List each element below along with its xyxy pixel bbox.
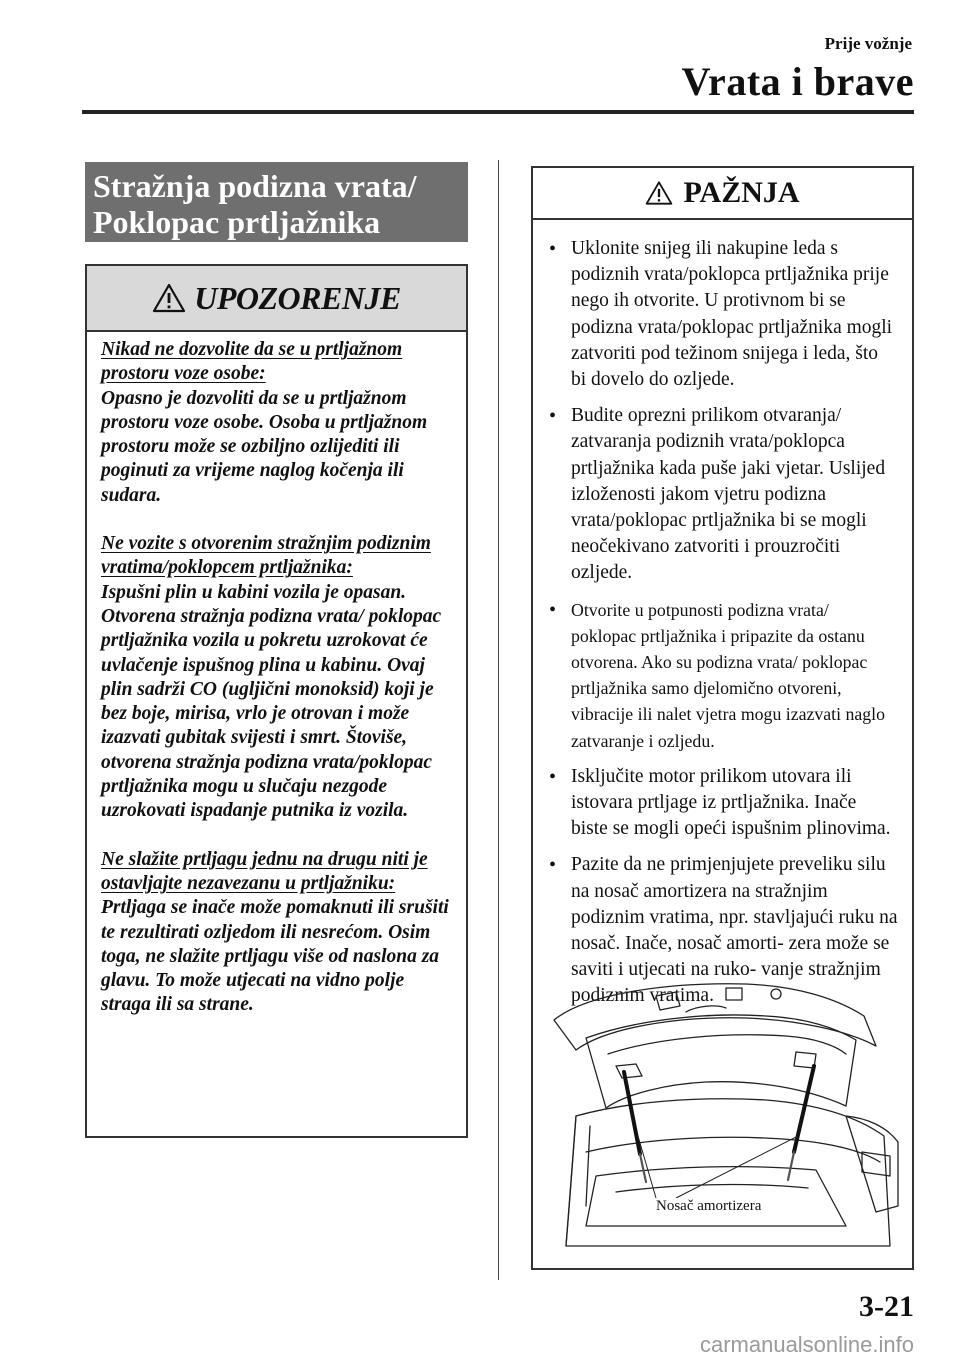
bullet-icon: • <box>549 598 557 621</box>
caution-body <box>533 220 912 1010</box>
column-divider <box>498 160 499 1280</box>
bullet-icon: • <box>549 405 557 428</box>
warning-triangle-icon <box>152 283 186 313</box>
caution-bullet <box>549 597 898 754</box>
caution-bullet <box>549 764 898 843</box>
section-title-line-1: Stražnja podizna vrata/ <box>93 168 417 204</box>
bullet-icon: • <box>549 854 557 877</box>
caution-bullet <box>549 403 898 586</box>
section-title-banner <box>85 162 468 242</box>
caution-header <box>533 168 912 220</box>
warning-title: UPOZORENJE <box>194 279 401 316</box>
warning-item-text: Prtljaga se inače može pomaknuti ili srušiti te rezultirati ozljedom ili nesrećom. Osim toga, ne slažite prtljagu više od naslona za glavu. To može utjecati na vidno polje straga ili sa strane. <box>101 897 449 1016</box>
caution-bullet <box>549 236 898 393</box>
caution-bullet-text: Otvorite u potpunosti podizna vrata/ poklopac prtljažnika i pripazite da ostanu otvorena. Ako su podizna vrata/ poklopac prtljažnika samo djelomično otvoreni, vibracije ili nalet vjetra mogu izazvati naglo zatvaranje i ozljedu. <box>571 599 886 751</box>
damper-stay-label: Nosač amortizera <box>656 1198 762 1214</box>
warning-item-heading: Ne slažite prtljagu jednu na drugu niti je ostavljajte nezavezanu u prtljažniku: <box>101 848 428 894</box>
warning-header <box>87 266 466 332</box>
warning-item <box>101 848 454 1018</box>
caution-bullet-text: Isključite motor prilikom utovara ili istovara prtljage iz prtljažnika. Inače biste se mogli opeći ispušnim plinovima. <box>571 765 891 840</box>
liftgate-drawing <box>546 976 900 1260</box>
warning-item <box>101 532 454 824</box>
bullet-icon: • <box>549 765 557 788</box>
caution-bullet-text: Budite oprezni prilikom otvaranja/ zatvaranja podiznih vrata/poklopca prtljažnika kada puše jaki vjetar. Uslijed izloženosti jakom vjetru podizna vrata/poklopac prtljažnika bi se mogli neočekivano zatvoriti i prouzročiti ozljede. <box>571 405 886 584</box>
warning-item-text: Ispušni plin u kabini vozila je opasan. Otvorena stražnja podizna vrata/ poklopac prtljažnika vozila u pokretu uzrokovat će uvlačenje ispušnog plina u kabinu. Ovaj plin sadrži CO (ugljični monoksid) koji je bez boje, mirisa, vrlo je otrovan i može izazvati gubitak svijesti i smrt. Štoviše, otvorena stražnja podizna vrata/poklopac prtljažnika mogu u slučaju nezgode uzrokovati ispadanje putnika iz vozila. <box>101 581 442 822</box>
caution-bullet-text: Pazite da ne primjenjujete preveliku silu na nosač amortizera na stražnjim podiznim vratima, npr. stavljajući ruku na nosač. Inače, nosač amorti- zera može se saviti i utjecati na ruko- vanje stražnjim podiznim vratima. <box>571 854 898 1007</box>
page-number: 3-21 <box>859 1290 914 1323</box>
chapter-title: Vrata i brave <box>681 59 914 104</box>
warning-item-heading: Ne vozite s otvorenim stražnjim podiznim vratima/poklopcem prtljažnika: <box>101 533 431 579</box>
watermark-text: carmanualsonline.info <box>699 1332 914 1357</box>
warning-item-text: Opasno je dozvoliti da se u prtljažnom prostoru voze osobe. Osoba u prtljažnom prostoru može se ozbiljno ozlijediti ili poginuti za vrijeme naglog kočenja ili sudara. <box>101 387 428 506</box>
warning-item-heading: Nikad ne dozvolite da se u prtljažnom prostoru voze osobe: <box>101 339 403 385</box>
warning-box <box>85 264 468 1138</box>
caution-bullet-text: Uklonite snijeg ili nakupine leda s podiznih vrata/poklopca prtljažnika prije nego ih otvorite. U protivnom bi se podizna vrata/poklopac prtljažnika mogli zatvoriti pod težinom snijega i leda, što bi dovelo do ozljede. <box>571 238 893 391</box>
caution-title: PAŽNJA <box>683 176 800 209</box>
warning-body <box>87 332 466 1018</box>
warning-triangle-icon <box>645 180 673 206</box>
chapter-section-label: Prije vožnje <box>824 34 912 53</box>
bullet-icon: • <box>549 238 557 260</box>
warning-item <box>101 338 454 508</box>
header-rule <box>82 110 914 114</box>
liftgate-illustration <box>546 976 900 1260</box>
section-title-line-2: Poklopac prtljažnika <box>93 204 381 240</box>
